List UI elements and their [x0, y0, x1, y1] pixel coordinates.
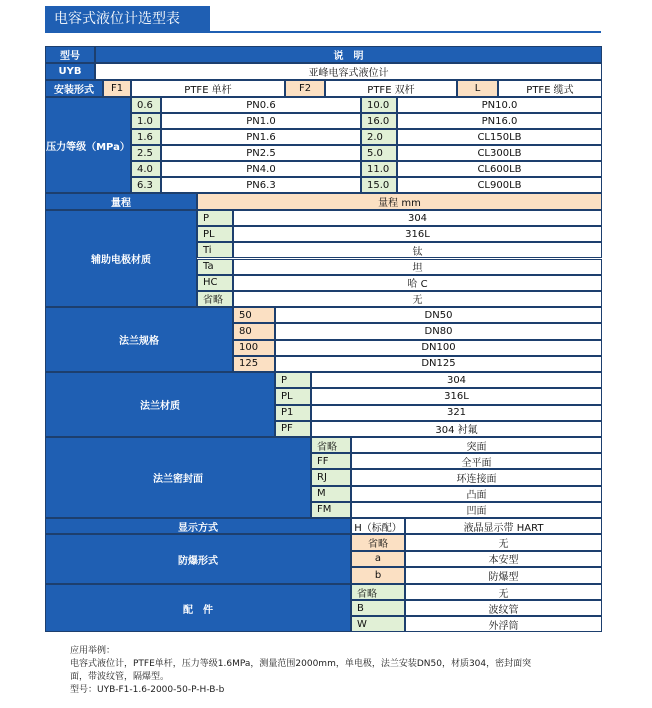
page-title: 电容式液位计选型表 — [45, 6, 210, 32]
pressure-left-code: 4.0 — [131, 161, 161, 177]
explosion-row-desc: 本安型 — [405, 551, 602, 568]
flange-spec-row-code: 50 — [233, 307, 275, 323]
electrode-row-code: HC — [197, 275, 233, 291]
accessory-row-desc: 无 — [405, 584, 602, 600]
flange-seal-row-code: RJ — [311, 469, 351, 485]
flange-material-row-desc: 304 衬氟 — [311, 421, 602, 437]
pressure-left-desc: PN2.5 — [161, 145, 361, 161]
flange-material-row-code: P — [275, 372, 311, 388]
electrode-row-desc: 钛 — [233, 242, 602, 258]
electrode-row-code: PL — [197, 226, 233, 242]
explosion-row-code: a — [351, 551, 405, 568]
electrode-row-desc: 哈 C — [233, 275, 602, 291]
uyb-code: UYB — [45, 63, 95, 80]
pressure-right-desc: CL150LB — [397, 129, 602, 145]
explosion-row-desc: 无 — [405, 534, 602, 551]
notes-model-code: 型号：UYB-F1-1.6-2000-50-P-H-B-b — [70, 685, 225, 695]
accessory-row-code: 省略 — [351, 584, 405, 600]
electrode-row-desc: 304 — [233, 210, 602, 226]
flange-spec-row-desc: DN50 — [275, 307, 602, 323]
pressure-left-code: 2.5 — [131, 145, 161, 161]
pressure-left-desc: PN1.0 — [161, 113, 361, 129]
electrode-row-desc: 坦 — [233, 259, 602, 275]
accessory-row-desc: 外浮筒 — [405, 616, 602, 632]
pressure-right-desc: CL300LB — [397, 145, 602, 161]
pressure-label: 压力等级（MPa） — [45, 97, 131, 193]
accessory-label: 配 件 — [45, 584, 351, 632]
title-underline — [45, 31, 601, 33]
flange-spec-row-desc: DN125 — [275, 356, 602, 372]
pressure-right-code: 10.0 — [361, 97, 397, 113]
pressure-right-code: 11.0 — [361, 161, 397, 177]
flange-spec-row-code: 125 — [233, 356, 275, 372]
pressure-left-desc: PN6.3 — [161, 177, 361, 193]
pressure-right-code: 2.0 — [361, 129, 397, 145]
install-label: 安装形式 — [45, 80, 103, 97]
flange-spec-row-code: 80 — [233, 323, 275, 339]
notes-heading: 应用举例： — [70, 646, 116, 656]
notes-example-line-1: 电容式液位计，PTFE单杆，压力等级1.6MPa，测量范围2000mm，单电极，法兰安装DN50，材质304，密封面突 — [70, 659, 532, 669]
flange-seal-row-code: 省略 — [311, 437, 351, 453]
install-f2-code: F2 — [285, 80, 325, 97]
electrode-row-code: Ti — [197, 242, 233, 258]
pressure-right-desc: CL600LB — [397, 161, 602, 177]
pressure-left-desc: PN4.0 — [161, 161, 361, 177]
accessory-row-code: W — [351, 616, 405, 632]
pressure-right-code: 16.0 — [361, 113, 397, 129]
flange-spec-row-code: 100 — [233, 340, 275, 356]
flange-material-row-code: PF — [275, 421, 311, 437]
flange-material-row-desc: 316L — [311, 388, 602, 404]
flange-seal-row-code: FF — [311, 453, 351, 469]
electrode-row-code: 省略 — [197, 291, 233, 307]
notes-example-line-2: 面，带波纹管，隔爆型。 — [70, 672, 170, 682]
flange-material-row-code: P1 — [275, 405, 311, 421]
flange-seal-row-desc: 凸面 — [351, 486, 602, 502]
pressure-left-code: 6.3 — [131, 177, 161, 193]
header-model-label: 型号 — [45, 46, 95, 63]
flange-spec-row-desc: DN100 — [275, 340, 602, 356]
explosion-row-code: 省略 — [351, 534, 405, 551]
electrode-row-desc: 316L — [233, 226, 602, 242]
flange-spec-label: 法兰规格 — [45, 307, 233, 372]
electrode-row-desc: 无 — [233, 291, 602, 307]
flange-material-label: 法兰材质 — [45, 372, 275, 437]
install-l-desc: PTFE 缆式 — [498, 80, 602, 97]
accessory-row-desc: 波纹管 — [405, 600, 602, 616]
electrode-row-code: P — [197, 210, 233, 226]
flange-seal-row-code: FM — [311, 502, 351, 518]
flange-material-row-desc: 321 — [311, 405, 602, 421]
flange-seal-row-code: M — [311, 486, 351, 502]
install-l-code: L — [457, 80, 498, 97]
flange-seal-row-desc: 凹面 — [351, 502, 602, 518]
range-label: 量程 — [45, 193, 197, 210]
flange-material-row-desc: 304 — [311, 372, 602, 388]
display-desc: 液晶显示带 HART — [405, 518, 602, 534]
flange-seal-row-desc: 全平面 — [351, 453, 602, 469]
pressure-left-code: 1.0 — [131, 113, 161, 129]
explosion-label: 防爆形式 — [45, 534, 351, 584]
electrode-label: 辅助电极材质 — [45, 210, 197, 307]
pressure-right-desc: CL900LB — [397, 177, 602, 193]
accessory-row-code: B — [351, 600, 405, 616]
pressure-right-desc: PN10.0 — [397, 97, 602, 113]
electrode-row-code: Ta — [197, 259, 233, 275]
pressure-right-code: 15.0 — [361, 177, 397, 193]
display-code: H（标配） — [351, 518, 405, 534]
pressure-left-code: 1.6 — [131, 129, 161, 145]
flange-seal-row-desc: 突面 — [351, 437, 602, 453]
install-f2-desc: PTFE 双杆 — [325, 80, 457, 97]
pressure-left-code: 0.6 — [131, 97, 161, 113]
usage-notes — [70, 645, 630, 697]
flange-seal-row-desc: 环连接面 — [351, 469, 602, 485]
range-desc: 量程 mm — [197, 193, 602, 210]
pressure-left-desc: PN0.6 — [161, 97, 361, 113]
pressure-right-desc: PN16.0 — [397, 113, 602, 129]
explosion-row-desc: 防爆型 — [405, 567, 602, 584]
pressure-right-code: 5.0 — [361, 145, 397, 161]
uyb-desc: 亚峰电容式液位计 — [95, 63, 602, 80]
display-label: 显示方式 — [45, 518, 351, 534]
flange-material-row-code: PL — [275, 388, 311, 404]
pressure-left-desc: PN1.6 — [161, 129, 361, 145]
flange-seal-label: 法兰密封面 — [45, 437, 311, 518]
selection-table — [45, 46, 602, 632]
install-f1-code: F1 — [103, 80, 131, 97]
flange-spec-row-desc: DN80 — [275, 323, 602, 339]
explosion-row-code: b — [351, 567, 405, 584]
header-desc-label: 说 明 — [95, 46, 602, 63]
install-f1-desc: PTFE 单杆 — [131, 80, 285, 97]
